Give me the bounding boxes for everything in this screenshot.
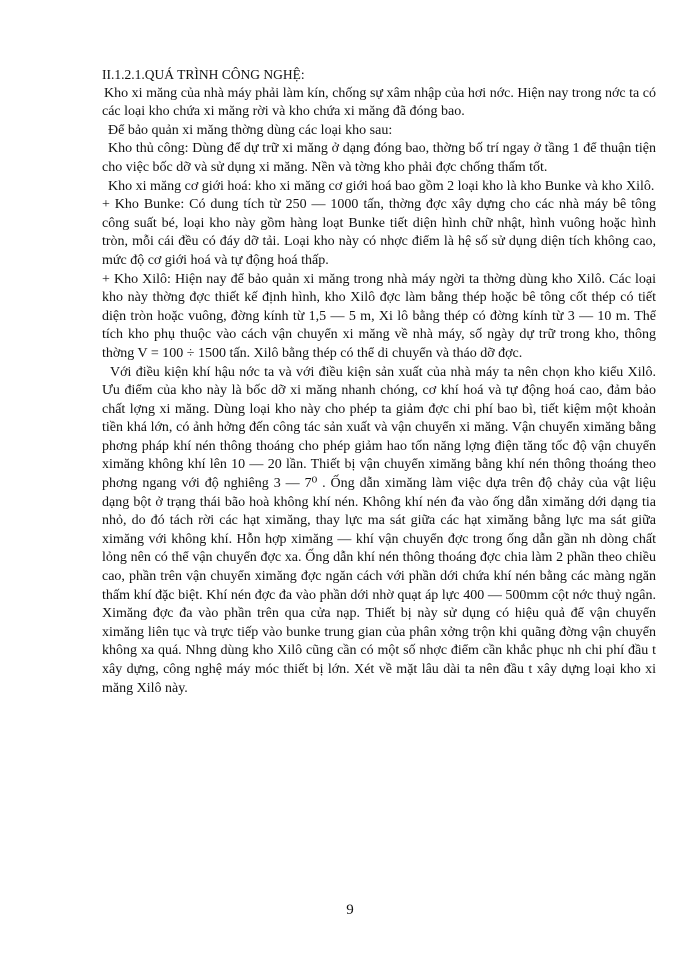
page-number: 9 — [346, 902, 354, 918]
paragraph-storage-intro: Kho xi măng của nhà máy phải làm kín, chống sự xâm nhập của hơi nớc. Hiện nay trong nớc ta có các loại kho chứa xi măng rời và kho chứa xi măng đã đóng bao. — [102, 85, 656, 120]
paragraph-silo-storage: + Kho Xilô: Hiện nay để bảo quản xi măng trong nhà máy ngời ta thờng dùng kho Xilô. Các loại kho này thờng đợc thiết kế định hình, kho Xilô đợc làm bằng thép hoặc bê tông cốt thép có tiết diện tròn hoặc vuông, đờng kính từ 1,5 — 5 m, Xi lô bằng thép có đờng kính từ 3 — 10 m. Thể tích kho phụ thuộc vào cách vận chuyển xi măng về nhà máy, số ngày dự trữ trong kho, thông thờng V = 100 ÷ 1500 tấn. Xilô bằng thép có thể di chuyển và tháo dỡ đợc. — [102, 271, 656, 361]
paragraph-manual-storage: Kho thủ công: Dùng để dự trữ xi măng ở dạng đóng bao, thờng bố trí ngay ở tầng 1 để thuận tiện cho việc bốc dỡ và sử dụng xi măng. Nền và tờng kho phải đợc chống thấm tốt. — [102, 141, 656, 175]
paragraph-mechanized-storage: Kho xi măng cơ giới hoá: kho xi măng cơ giới hoá bao gồm 2 loại kho là kho Bunke và kho Xilô. — [108, 178, 655, 194]
paragraph-silo-selection: Với điều kiện khí hậu nớc ta và với điều kiện sản xuất của nhà máy ta nên chọn kho kiểu Xilô. Ưu điểm của kho này là bốc dỡ xi măng nhanh chóng, cơ khí hoá và tự động hoá cao, đảm bảo chất lợng xi măng. Dùng loại kho này cho phép ta giảm đợc chi phí bao bì, tiết kiệm một khoản tiền khá lớn, có ảnh hởng đến công tác sản xuất và vận chuyển xi măng. Vận chuyển ximăng bằng phơng pháp khí nén thông thoáng cho phép giảm hao tốn năng lợng điện tăng tốc độ vận chuyển ximăng không khí lên 10 — 20 lần. Thiết bị vận chuyển ximăng bằng khí nén thông thoáng theo phơng ngang với độ nghiêng 3 — 7⁰ . Ống dẫn ximăng làm việc dựa trên độ chảy của vật liệu dạng bột ở trạng thái bão hoà không khí nén. Không khí nén đa vào ống dẫn ximăng dới dạng tia nhỏ, do đó tách rời các hạt ximăng, thay lực ma sát giữa các hạt ximăng bằng lực ma sát giữa ximăng với không khí. Hỗn hợp ximăng — khí vận chuyển đợc trong ống dẫn gần nh dòng chất lỏng nên có thể vận chuyển đợc xa. Ống dẫn khí nén thông thoáng đợc chia làm 2 phần theo chiều cao, phần trên vận chuyển ximăng đợc ngăn cách với phần dới chứa khí nén bằng các màng ngăn thấm khí đặc biệt. Khí nén đợc đa vào phần dới nhờ quạt áp lực 400 — 500mm cột nớc thuỷ ngân. Ximăng đợc đa vào phần trên qua cửa nạp. Thiết bị này sử dụng có hiệu quả để vận chuyển ximăng liên tục và trực tiếp vào bunke trung gian của phân xởng trộn khi quãng đờng vận chuyển không xa quá. Nhng dùng kho Xilô cũng cần có một số nhợc điểm cần khắc phục nh chi phí đầu t xây dựng, công nghệ máy móc thiết bị lớn. Xét về mặt lâu dài ta nên đầu t xây dựng loại kho xi măng Xilô này. — [102, 364, 656, 696]
section-heading: II.1.2.1.QUÁ TRÌNH CÔNG NGHỆ: — [102, 67, 305, 82]
paragraph-bunker-storage: + Kho Bunke: Có dung tích từ 250 — 1000 tấn, thờng đợc xây dựng cho các nhà máy bê tông công suất bé, loại kho này gồm hàng loạt Bunke tiết diện hình chữ nhật, hình vuông hoặc hình tròn, mỗi cái đều có đáy dỡ tải. Loại kho này có nhợc điểm là hệ số sử dụng diện tích không cao, mức độ cơ giới hoá và tự động hoá thấp. — [102, 197, 656, 268]
document-body — [102, 66, 656, 698]
paragraph-storage-types: Để bảo quản xi măng thờng dùng các loại kho sau: — [108, 122, 393, 138]
